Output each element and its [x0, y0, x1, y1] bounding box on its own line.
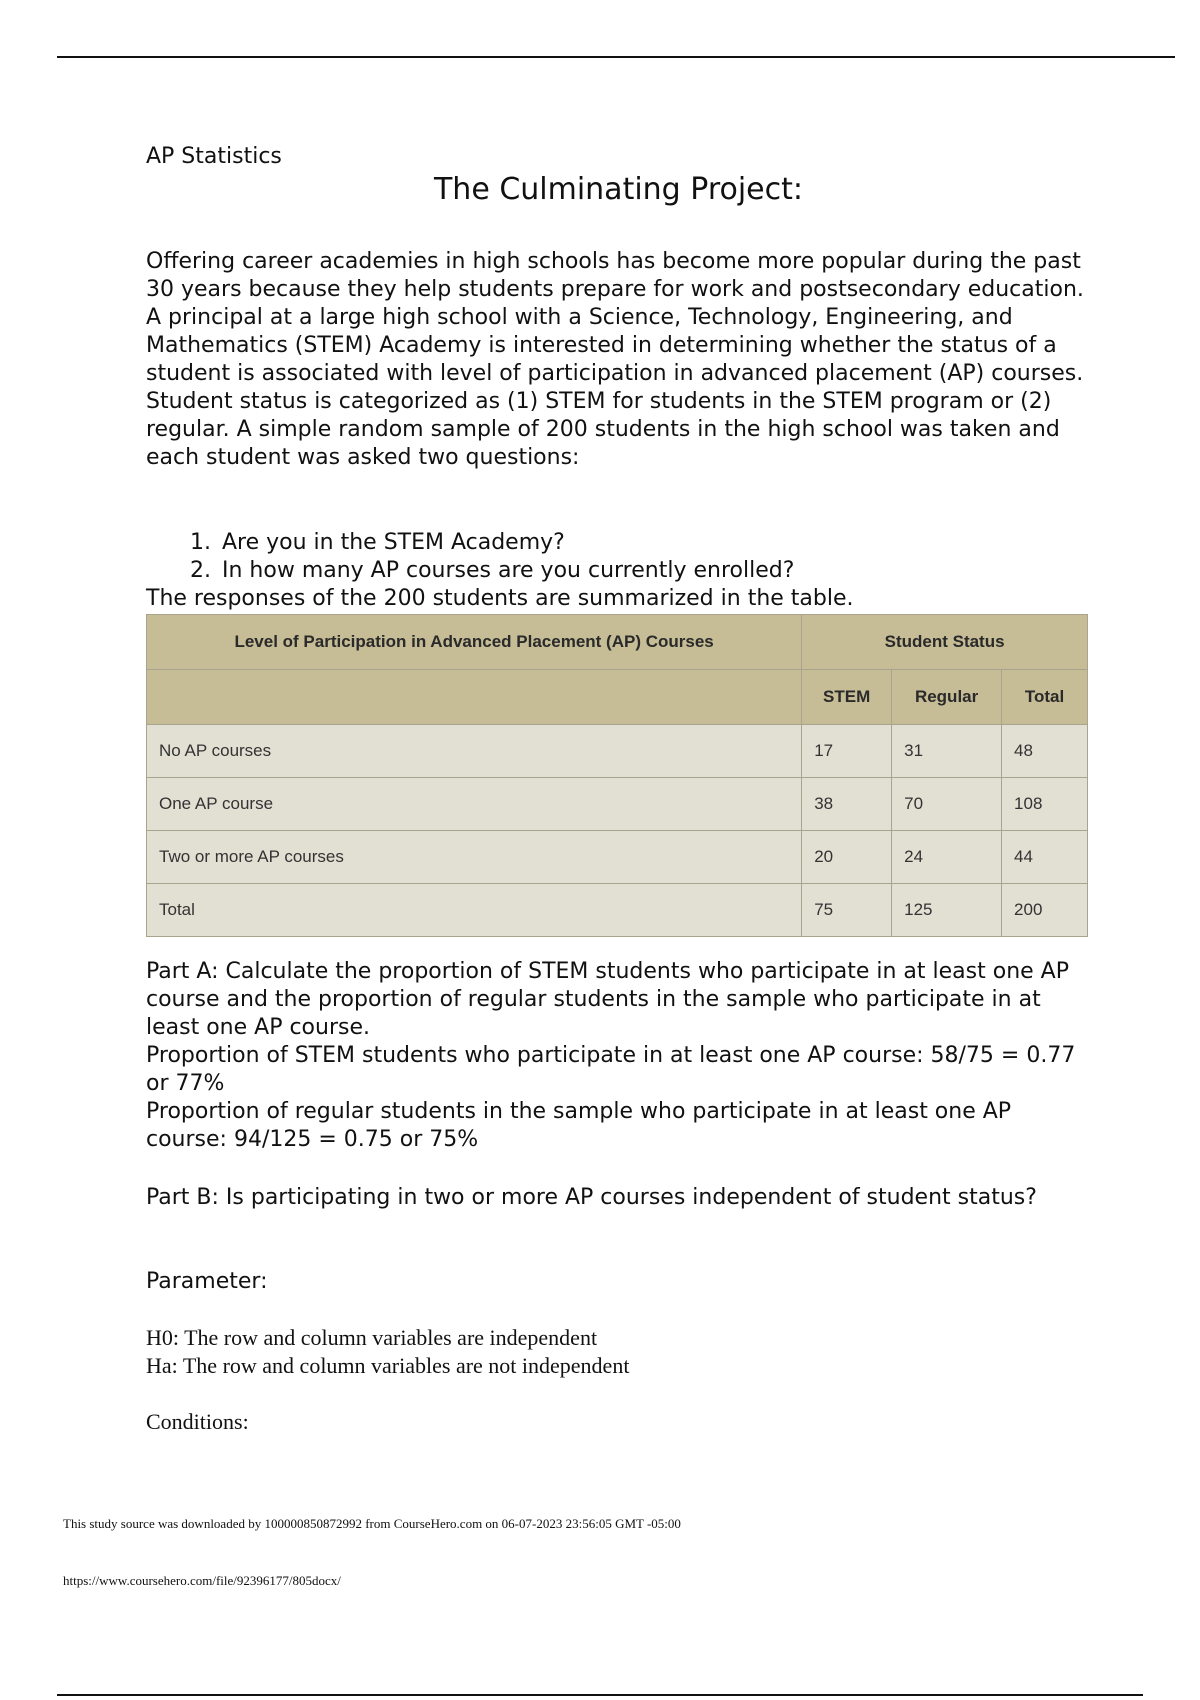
column-header-total: Total: [1002, 670, 1088, 725]
row-label: Two or more AP courses: [147, 831, 802, 884]
null-hypothesis: H0: The row and column variables are independent: [146, 1325, 598, 1350]
table-row: [147, 778, 1088, 831]
data-table: [146, 614, 1088, 937]
footer-source: This study source was downloaded by 100000850872992 from CourseHero.com on 06-07-2023 23:56:05 GMT -05:00: [63, 1516, 681, 1531]
cell-regular: 125: [892, 884, 1002, 937]
intro-paragraph: Offering career academies in high schools has become more popular during the past 30 years because they help students prepare for work and postsecondary education. A principal at a large high school with a Science, Technology, Engineering, and Mathematics (STEM) Academy is interested in determining whether the status of a student is associated with level of participation in advanced placement (AP) courses. Student status is categorized as (1) STEM for students in the STEM program or (2) regular. A simple random sample of 200 students in the high school was taken and each student was asked two questions:: [146, 249, 1084, 470]
row-label: No AP courses: [147, 725, 802, 778]
conditions-label: Conditions:: [146, 1409, 249, 1434]
summary-text: The responses of the 200 students are summarized in the table.: [146, 586, 854, 611]
column-header-stem: STEM: [802, 670, 892, 725]
page-title: The Culminating Project:: [433, 172, 804, 207]
cell-total: 200: [1002, 884, 1088, 937]
part-b-question: Part B: Is participating in two or more AP courses independent of student status?: [146, 1185, 1037, 1210]
cell-stem: 75: [802, 884, 892, 937]
row-label: Total: [147, 884, 802, 937]
course-name: AP Statistics: [146, 144, 282, 169]
cell-stem: 17: [802, 725, 892, 778]
list-item: 1. Are you in the STEM Academy?: [218, 529, 794, 557]
list-item: 2. In how many AP courses are you currently enrolled?: [218, 557, 794, 585]
table-header-level: Level of Participation in Advanced Placement (AP) Courses: [147, 615, 802, 670]
cell-regular: 24: [892, 831, 1002, 884]
bottom-rule: [57, 1694, 1143, 1696]
cell-regular: 70: [892, 778, 1002, 831]
part-a-answer-regular: Proportion of regular students in the sample who participate in at least one AP course: 94/125 = 0.75 or 75%: [146, 1099, 1012, 1152]
cell-stem: 38: [802, 778, 892, 831]
parameter-label: Parameter:: [146, 1269, 268, 1294]
part-a-question: Part A: Calculate the proportion of STEM students who participate in at least one AP course and the proportion of regular students in the sample who participate in at least one AP course.: [146, 959, 1069, 1040]
top-rule: [57, 56, 1175, 58]
footer-url: https://www.coursehero.com/file/92396177/805docx/: [63, 1573, 341, 1588]
part-a-answer-stem: Proportion of STEM students who participate in at least one AP course: 58/75 = 0.77 or 77%: [146, 1043, 1076, 1096]
row-label: One AP course: [147, 778, 802, 831]
table-row: [147, 884, 1088, 937]
cell-stem: 20: [802, 831, 892, 884]
table-header-status: Student Status: [802, 615, 1088, 670]
table-row: [147, 831, 1088, 884]
column-header-regular: Regular: [892, 670, 1002, 725]
part-b-section: [146, 1184, 1091, 1212]
part-a-section: [146, 958, 1091, 1154]
cell-regular: 31: [892, 725, 1002, 778]
table-row: [147, 725, 1088, 778]
cell-total: 44: [1002, 831, 1088, 884]
cell-total: 48: [1002, 725, 1088, 778]
table-header-blank: [147, 670, 802, 725]
cell-total: 108: [1002, 778, 1088, 831]
question-list: [146, 529, 794, 585]
alternative-hypothesis: Ha: The row and column variables are not independent: [146, 1353, 630, 1378]
